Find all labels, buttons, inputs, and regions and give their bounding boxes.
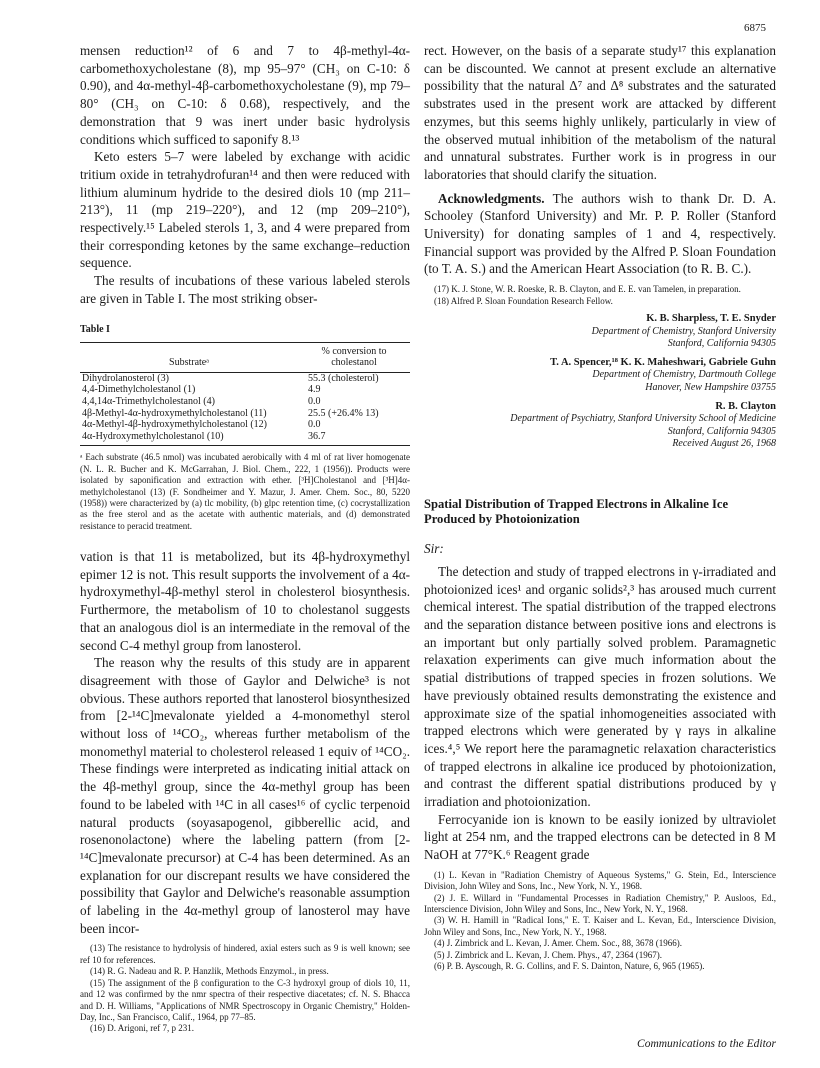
footnote: (15) The assignment of the β configuration to the C-3 hydroxyl group of diols 10, 11, and 12 was confirmed by the nmr spectra of their respective diacetates; cf. N. S. Bhacca and D. H. Williams, "Applications of NMR Spectroscopy in Organic Chemistry," Holden-Day, Inc., San Francisco, Calif., 1964, pp 77–85. bbox=[80, 977, 410, 1022]
author-block bbox=[424, 313, 776, 451]
table-header-conversion: % conversion to cholestanol bbox=[298, 342, 410, 372]
paragraph: Ferrocyanide ion is known to be easily ionized by ultraviolet light at 254 nm, and the trapped electrons can be detected in 8 M NaOH at 77°K.⁶ Reagent grade bbox=[424, 811, 776, 863]
left-column bbox=[80, 42, 410, 532]
footnote: (14) R. G. Nadeau and R. P. Hanzlik, Methods Enzymol., in press. bbox=[90, 966, 329, 977]
author-names: R. B. Clayton bbox=[715, 400, 776, 412]
salutation: Sir: bbox=[424, 540, 444, 556]
footnote: (17) K. J. Stone, W. R. Roeske, R. B. Clayton, and E. E. van Tamelen, in preparation. bbox=[434, 284, 741, 295]
footnote: (3) W. H. Hamill in "Radical Ions," E. T. Kaiser and L. Kevan, Ed., Interscience Division, John Wiley and Sons, Inc., New York, N. Y., 1968. bbox=[424, 915, 776, 937]
author-names: T. A. Spencer,¹⁸ K. K. Maheshwari, Gabriele Guhn bbox=[550, 356, 776, 368]
acknowledgments-text: The authors wish to thank Dr. D. A. Schooley (Stanford University) and Mr. P. P. Roller (Stanford University) for donating samples of 1 and 4, respectively. Financial support was provided by the Alfred P. Sloan Foundation (to T. A. S.) and the American Heart Association (to R. B. C.). bbox=[424, 190, 776, 277]
footnote: (13) The resistance to hydrolysis of hindered, axial esters such as 9 is well known; see ref 10 for references. bbox=[80, 943, 410, 965]
table-cell-conversion: 55.3 (cholesterol) bbox=[308, 372, 379, 384]
footnote: (4) J. Zimbrick and L. Kevan, J. Amer. Chem. Soc., 88, 3678 (1966). bbox=[434, 938, 682, 949]
footnotes-left bbox=[80, 943, 410, 1034]
paragraph: mensen reduction¹² of 6 and 7 to 4β-methyl-4α-carbomethoxycholestane (8), mp 95–97° (CH₃ on C-10: δ 0.90), and 4α-methyl-4β-carbomethoxycholestane (9), mp 79–80° (CH₃ on C-10: δ 0.68), respectively, and the demonstration that 9 was inert under basic hydrolysis conditions which sufficed to saponify 8.¹³ bbox=[80, 43, 410, 147]
table-row bbox=[80, 396, 410, 408]
acknowledgments bbox=[424, 190, 776, 279]
affiliation: Hanover, New Hampshire 03755 bbox=[645, 381, 776, 393]
acknowledgments-heading: Acknowledgments. bbox=[438, 190, 545, 206]
footnotes-right-bottom bbox=[424, 870, 776, 973]
table-footnote: ᵃ Each substrate (46.5 nmol) was incubated aerobically with 4 ml of rat liver homogenate (N. L. R. Bucher and K. McGarrahan, J. Biol. Chem., 222, 1 (1956)). Products were isolated by saponification and extraction with ether. [³H]Cholestanol and [³H]4α-methylcholestanol (13) (F. Sondheimer and Y. Mazur, J. Amer. Chem. Soc., 80, 5220 (1958)) were characterized by (a) tlc mobility, (b) glpc retention time, (c) cocrystallization as the free sterol and as the acetate with authentic materials, and (d) demonstrated resistance to peracid treatment. bbox=[80, 452, 410, 531]
affiliation: Department of Chemistry, Dartmouth College bbox=[592, 369, 776, 381]
table-cell-conversion: 4.9 bbox=[308, 384, 321, 396]
paragraph: rect. However, on the basis of a separate study¹⁷ this explanation can be discounted. We cannot at present exclude an alternative possibility that the natural Δ⁷ and Δ⁸ substrates and the saturated substrates used in the present work are attacked by different enzymes, but this seems highly unlikely, particularly in view of the observed mutual inhibition of the metabolism of the natural and unnatural substrates. Further work is in progress in our laboratories that should clarify the situation. bbox=[424, 43, 776, 182]
affiliation: Department of Psychiatry, Stanford University School of Medicine bbox=[510, 413, 776, 425]
author-names: K. B. Sharpless, T. E. Snyder bbox=[646, 312, 776, 324]
footnote: (16) D. Arigoni, ref 7, p 231. bbox=[90, 1023, 194, 1034]
page-number: 6875 bbox=[744, 22, 766, 34]
paragraph: The reason why the results of this study are in apparent disagreement with those of Gaylor and Delwiche³ is not obvious. These authors reported that lanosterol biosynthesized from [2-¹⁴C]mevalonate yielded a 4-monomethyl sterol without loss of ¹⁴CO₂, whereas further metabolism of the monomethyl material to cholesterol released 1 equiv of ¹⁴CO₂. These findings were interpreted as indicating initial attack on the 4β-methyl group, since the 4α-methyl group has been found to be labeled with ¹⁴C in all cases¹⁶ of cyclic terpenoid natural products (soyasapogenol, gibberellic acid, and rosenonolactone) where the labeling pattern (from [2-¹⁴C]mevalonate precursor) at C-4 has been determined. As an explanation for our discrepant results we have considered the possibility that Gaylor and Delwiche's reasonable assumption of labeling in the 4α-methyl group of lanosterol may have been incor- bbox=[80, 655, 410, 936]
table-cell-conversion: 0.0 bbox=[308, 419, 321, 431]
left-column-lower bbox=[80, 548, 410, 1035]
footnote: (6) P. B. Ayscough, R. G. Collins, and F. S. Dainton, Nature, 6, 965 (1965). bbox=[434, 961, 705, 972]
article-title: Spatial Distribution of Trapped Electrons in Alkaline Ice Produced by Photoionization bbox=[424, 496, 729, 526]
table-row bbox=[80, 431, 410, 446]
table-cell-conversion: 25.5 (+26.4% 13) bbox=[308, 407, 379, 419]
right-column bbox=[424, 42, 776, 973]
table-row bbox=[80, 419, 410, 431]
footnote: (2) J. E. Willard in "Fundamental Processes in Radiation Chemistry," P. Ausloos, Ed., Interscience Division, John Wiley and Sons, Inc., New York, N. Y., 1968. bbox=[424, 892, 776, 915]
results-table bbox=[80, 342, 410, 447]
table-cell-substrate: 4β-Methyl-4α-hydroxymethylcholestanol (11) bbox=[82, 407, 267, 419]
received-date: Received August 26, 1968 bbox=[672, 438, 776, 450]
affiliation: Stanford, California 94305 bbox=[667, 425, 776, 437]
table-cell-substrate: 4α-Methyl-4β-hydroxymethylcholestanol (12) bbox=[82, 419, 268, 431]
table-cell-substrate: Dihydrolanosterol (3) bbox=[82, 372, 169, 384]
table-row bbox=[80, 372, 410, 384]
table-row bbox=[80, 408, 410, 420]
table-header-substrate: Substrateᵃ bbox=[80, 342, 298, 372]
table-cell-substrate: 4,4,14α-Trimethylcholestanol (4) bbox=[82, 395, 215, 407]
table-cell-substrate: 4,4-Dimethylcholestanol (1) bbox=[82, 384, 196, 396]
table-cell-conversion: 0.0 bbox=[308, 395, 321, 407]
paragraph: Keto esters 5–7 were labeled by exchange with acidic tritium oxide in tetrahydrofuran¹⁴ and then were reduced with lithium aluminum hydride to the desired diols 10 (mp 211–213°), 11 (mp 219–220°), and 12 (mp 209–210°), respectively.¹⁵ Labeled sterols 1, 3, and 4 were prepared from their corresponding ketones by the same exchange–reduction sequence. bbox=[80, 149, 410, 271]
affiliation: Stanford, California 94305 bbox=[667, 338, 776, 350]
paragraph: The results of incubations of these various labeled sterols are given in Table I. The most striking obser- bbox=[80, 273, 410, 306]
affiliation: Department of Chemistry, Stanford University bbox=[591, 325, 776, 337]
table-cell-conversion: 36.7 bbox=[298, 431, 410, 446]
paragraph: vation is that 11 is metabolized, but its 4β-hydroxymethyl epimer 12 is not. This result supports the involvement of a 4α-hydroxymethyl-4β-methyl sterol in cholesterol biosynthesis. Furthermore, the metabolism of 10 to cholestanol suggests that an analogous diol is an intermediate in the removal of the second C-4 methyl group from lanosterol. bbox=[80, 549, 410, 653]
footnote: (18) Alfred P. Sloan Foundation Research Fellow. bbox=[434, 295, 613, 306]
table-caption: Table I bbox=[80, 323, 110, 335]
footnote: (5) J. Zimbrick and L. Kevan, J. Chem. Phys., 47, 2364 (1967). bbox=[434, 949, 662, 960]
table-row bbox=[80, 384, 410, 396]
paragraph: The detection and study of trapped electrons in γ-irradiated and photoionized ices¹ and organic solids²,³ has aroused much current chemical interest. The spatial distribution of the trapped electrons and the separation distance between positive ions and electrons is an important but only partially solved problem. Paramagnetic relaxation experiments can give much information about the spatial distributions of trapped species in frozen solutions. We have previously obtained results demonstrating the existence and approximate size of the spatial inhomogeneities associated with trapped electrons which were generated by γ rays in alkaline ices.⁴,⁵ We report here the paramagnetic relaxation characteristics of trapped electrons in alkaline ice produced by photoionization, and contrast the different spatial distributions produced by γ irradiation and photoionization. bbox=[424, 563, 776, 810]
footer-label: Communications to the Editor bbox=[637, 1038, 776, 1050]
table-cell-substrate: 4α-Hydroxymethylcholestanol (10) bbox=[80, 431, 298, 446]
footnotes-right-top bbox=[424, 284, 776, 307]
footnote: (1) L. Kevan in "Radiation Chemistry of Aqueous Systems," G. Stein, Ed., Interscience Division, John Wiley and Sons, Inc., New York, N. Y., 1968. bbox=[424, 869, 776, 892]
